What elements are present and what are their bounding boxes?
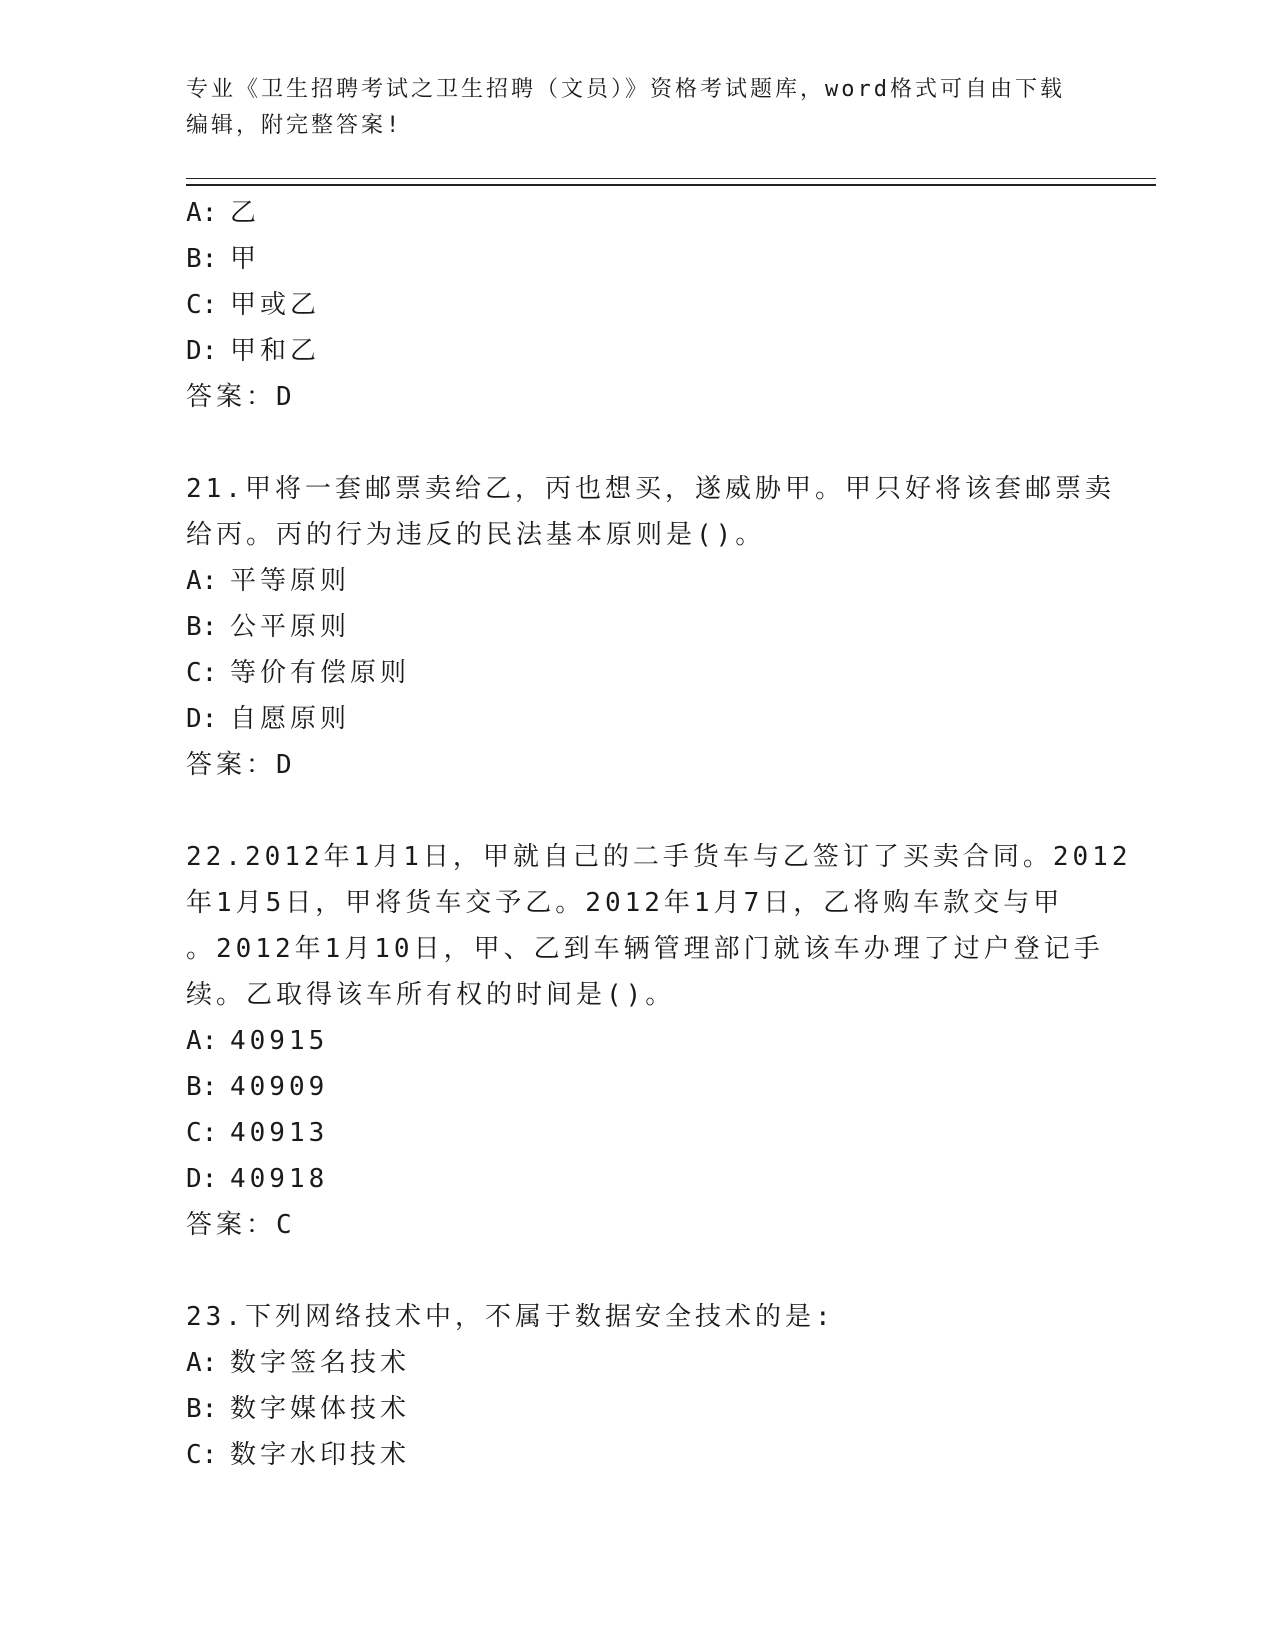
option-text: 等价有偿原则 <box>230 658 411 688</box>
option-text: 甲或乙 <box>230 290 321 320</box>
question-stem-line: 23.下列网络技术中，不属于数据安全技术的是: <box>186 1302 835 1332</box>
option-label: B: <box>186 1394 218 1424</box>
question-23 <box>186 1294 1096 1478</box>
option-label: D: <box>186 336 218 366</box>
option-d <box>186 328 1096 374</box>
spacer <box>186 420 1096 466</box>
option-label: C: <box>186 658 218 688</box>
question-22 <box>186 834 1132 1248</box>
question-stem-line: 。2012年1月10日，甲、乙到车辆管理部门就该车办理了过户登记手 <box>186 934 1104 964</box>
option-text: 公平原则 <box>230 612 351 642</box>
option-b <box>186 236 1096 282</box>
question-stem-line: 22.2012年1月1日，甲就自己的二手货车与乙签订了买卖合同。2012 <box>186 842 1132 872</box>
option-label: D: <box>186 704 218 734</box>
option-c <box>186 282 1096 328</box>
option-b <box>186 1064 1096 1110</box>
option-label: A: <box>186 1348 218 1378</box>
option-label: A: <box>186 566 218 596</box>
option-text: 甲和乙 <box>230 336 321 366</box>
option-label: C: <box>186 1440 218 1470</box>
option-a <box>186 1340 1096 1386</box>
option-text: 数字签名技术 <box>230 1348 411 1378</box>
option-label: C: <box>186 290 218 320</box>
option-text: 乙 <box>230 198 261 228</box>
question-stem-line: 年1月5日，甲将货车交予乙。2012年1月7日，乙将购车款交与甲 <box>186 888 1064 918</box>
answer: 答案：C <box>186 1210 296 1240</box>
option-d <box>186 696 1096 742</box>
option-b <box>186 1386 1096 1432</box>
option-b <box>186 604 1096 650</box>
option-text: 平等原则 <box>230 566 351 596</box>
option-label: B: <box>186 244 218 274</box>
option-label: C: <box>186 1118 218 1148</box>
option-text: 40909 <box>230 1072 329 1102</box>
option-a <box>186 1018 1096 1064</box>
option-label: A: <box>186 198 218 228</box>
option-text: 甲 <box>230 244 261 274</box>
document-header <box>186 72 1086 144</box>
option-text: 40918 <box>230 1164 329 1194</box>
header-divider <box>186 178 1156 186</box>
option-c <box>186 1432 1096 1478</box>
option-text: 40913 <box>230 1118 329 1148</box>
question-stem-line: 21.甲将一套邮票卖给乙，丙也想买，遂威胁甲。甲只好将该套邮票卖 <box>186 474 1115 504</box>
header-title-line-1: 专业《卫生招聘考试之卫生招聘（文员）》资格考试题库，word格式可自由下载 <box>186 77 1065 102</box>
header-title-line-2: 编辑，附完整答案! <box>186 113 403 138</box>
option-text: 自愿原则 <box>230 704 351 734</box>
question-21 <box>186 466 1115 788</box>
option-text: 40915 <box>230 1026 329 1056</box>
question-20-options <box>186 190 1096 420</box>
spacer <box>186 788 1096 834</box>
question-content <box>186 190 1132 1478</box>
answer: 答案：D <box>186 382 296 412</box>
option-c <box>186 650 1096 696</box>
option-c <box>186 1110 1096 1156</box>
answer: 答案：D <box>186 750 296 780</box>
option-label: B: <box>186 1072 218 1102</box>
option-label: D: <box>186 1164 218 1194</box>
option-a <box>186 190 1096 236</box>
option-label: A: <box>186 1026 218 1056</box>
question-stem-line: 续。乙取得该车所有权的时间是()。 <box>186 980 676 1010</box>
option-label: B: <box>186 612 218 642</box>
option-d <box>186 1156 1096 1202</box>
option-text: 数字水印技术 <box>230 1440 411 1470</box>
option-text: 数字媒体技术 <box>230 1394 411 1424</box>
option-a <box>186 558 1096 604</box>
question-stem-line: 给丙。丙的行为违反的民法基本原则是()。 <box>186 520 766 550</box>
spacer <box>186 1248 1096 1294</box>
